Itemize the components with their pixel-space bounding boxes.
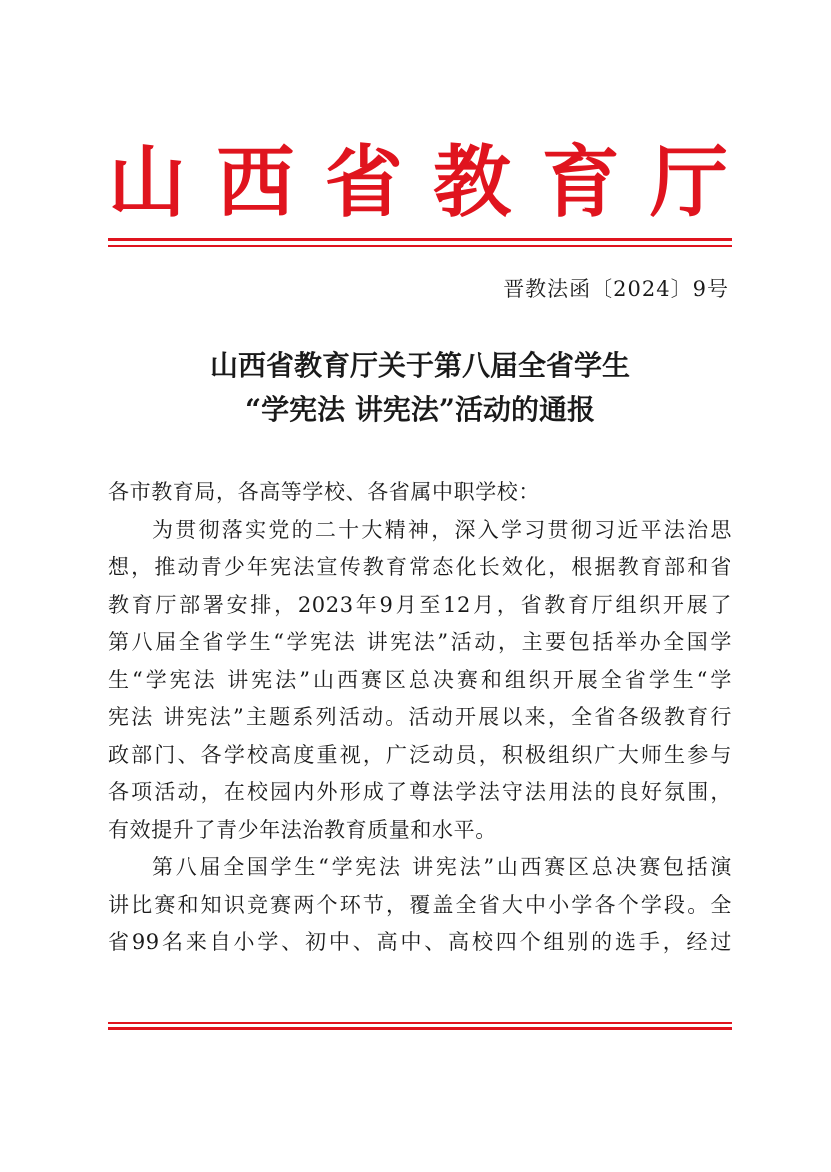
masthead-char: 育 [541,137,620,228]
paragraph-line: 教育厅部署安排，2023年9月至12月，省教育厅组织开展了 [108,592,732,617]
paragraph-line: 第八届全国学生“学宪法 讲宪法”山西赛区总决赛包括演 [152,855,732,879]
masthead-char: 西 [216,137,295,228]
masthead-char: 省 [324,137,403,228]
paragraph-line: 政部门、各学校高度重视，广泛动员，积极组织广大师生参与 [108,742,732,767]
paragraph-line: 想，推动青少年宪法宣传教育常态化长效化，根据教育部和省 [108,555,732,579]
paragraph-line: 省99名来自小学、初中、高中、高校四个组别的选手，经过 [108,930,732,954]
footer-rule-thin [108,1022,732,1024]
masthead [108,138,728,228]
document-body [108,474,732,962]
paragraph-line: 为贯彻落实党的二十大精神，深入学习贯彻习近平法治思 [152,517,732,542]
masthead-char: 厅 [649,137,728,228]
document-number: 晋教法函〔2024〕9号 [503,277,729,301]
document-title-line-2: “学宪法 讲宪法”活动的通报 [245,393,595,426]
header-rule-thick [108,238,732,241]
document-title-line-1: 山西省教育厅关于第八届全省学生 [209,349,630,382]
paragraph-line: 有效提升了青少年法治教育质量和水平。 [108,817,497,842]
paragraph-line: 第八届全省学生“学宪法 讲宪法”活动，主要包括举办全国学 [108,630,732,654]
header-rule-thin [108,245,732,247]
footer-rule-thick [108,1027,732,1030]
salutation: 各市教育局，各高等学校、各省属中职学校： [108,480,540,504]
masthead-char: 教 [433,137,512,228]
masthead-char: 山 [108,137,187,228]
paragraph-line: 生“学宪法 讲宪法”山西赛区总决赛和组织开展全省学生“学 [108,667,732,692]
paragraph-line: 各项活动，在校园内外形成了尊法学法守法用法的良好氛围， [108,780,732,804]
paragraph-line: 宪法 讲宪法”主题系列活动。活动开展以来，全省各级教育行 [108,705,732,729]
paragraph-line: 讲比赛和知识竞赛两个环节，覆盖全省大中小学各个学段。全 [108,892,732,917]
